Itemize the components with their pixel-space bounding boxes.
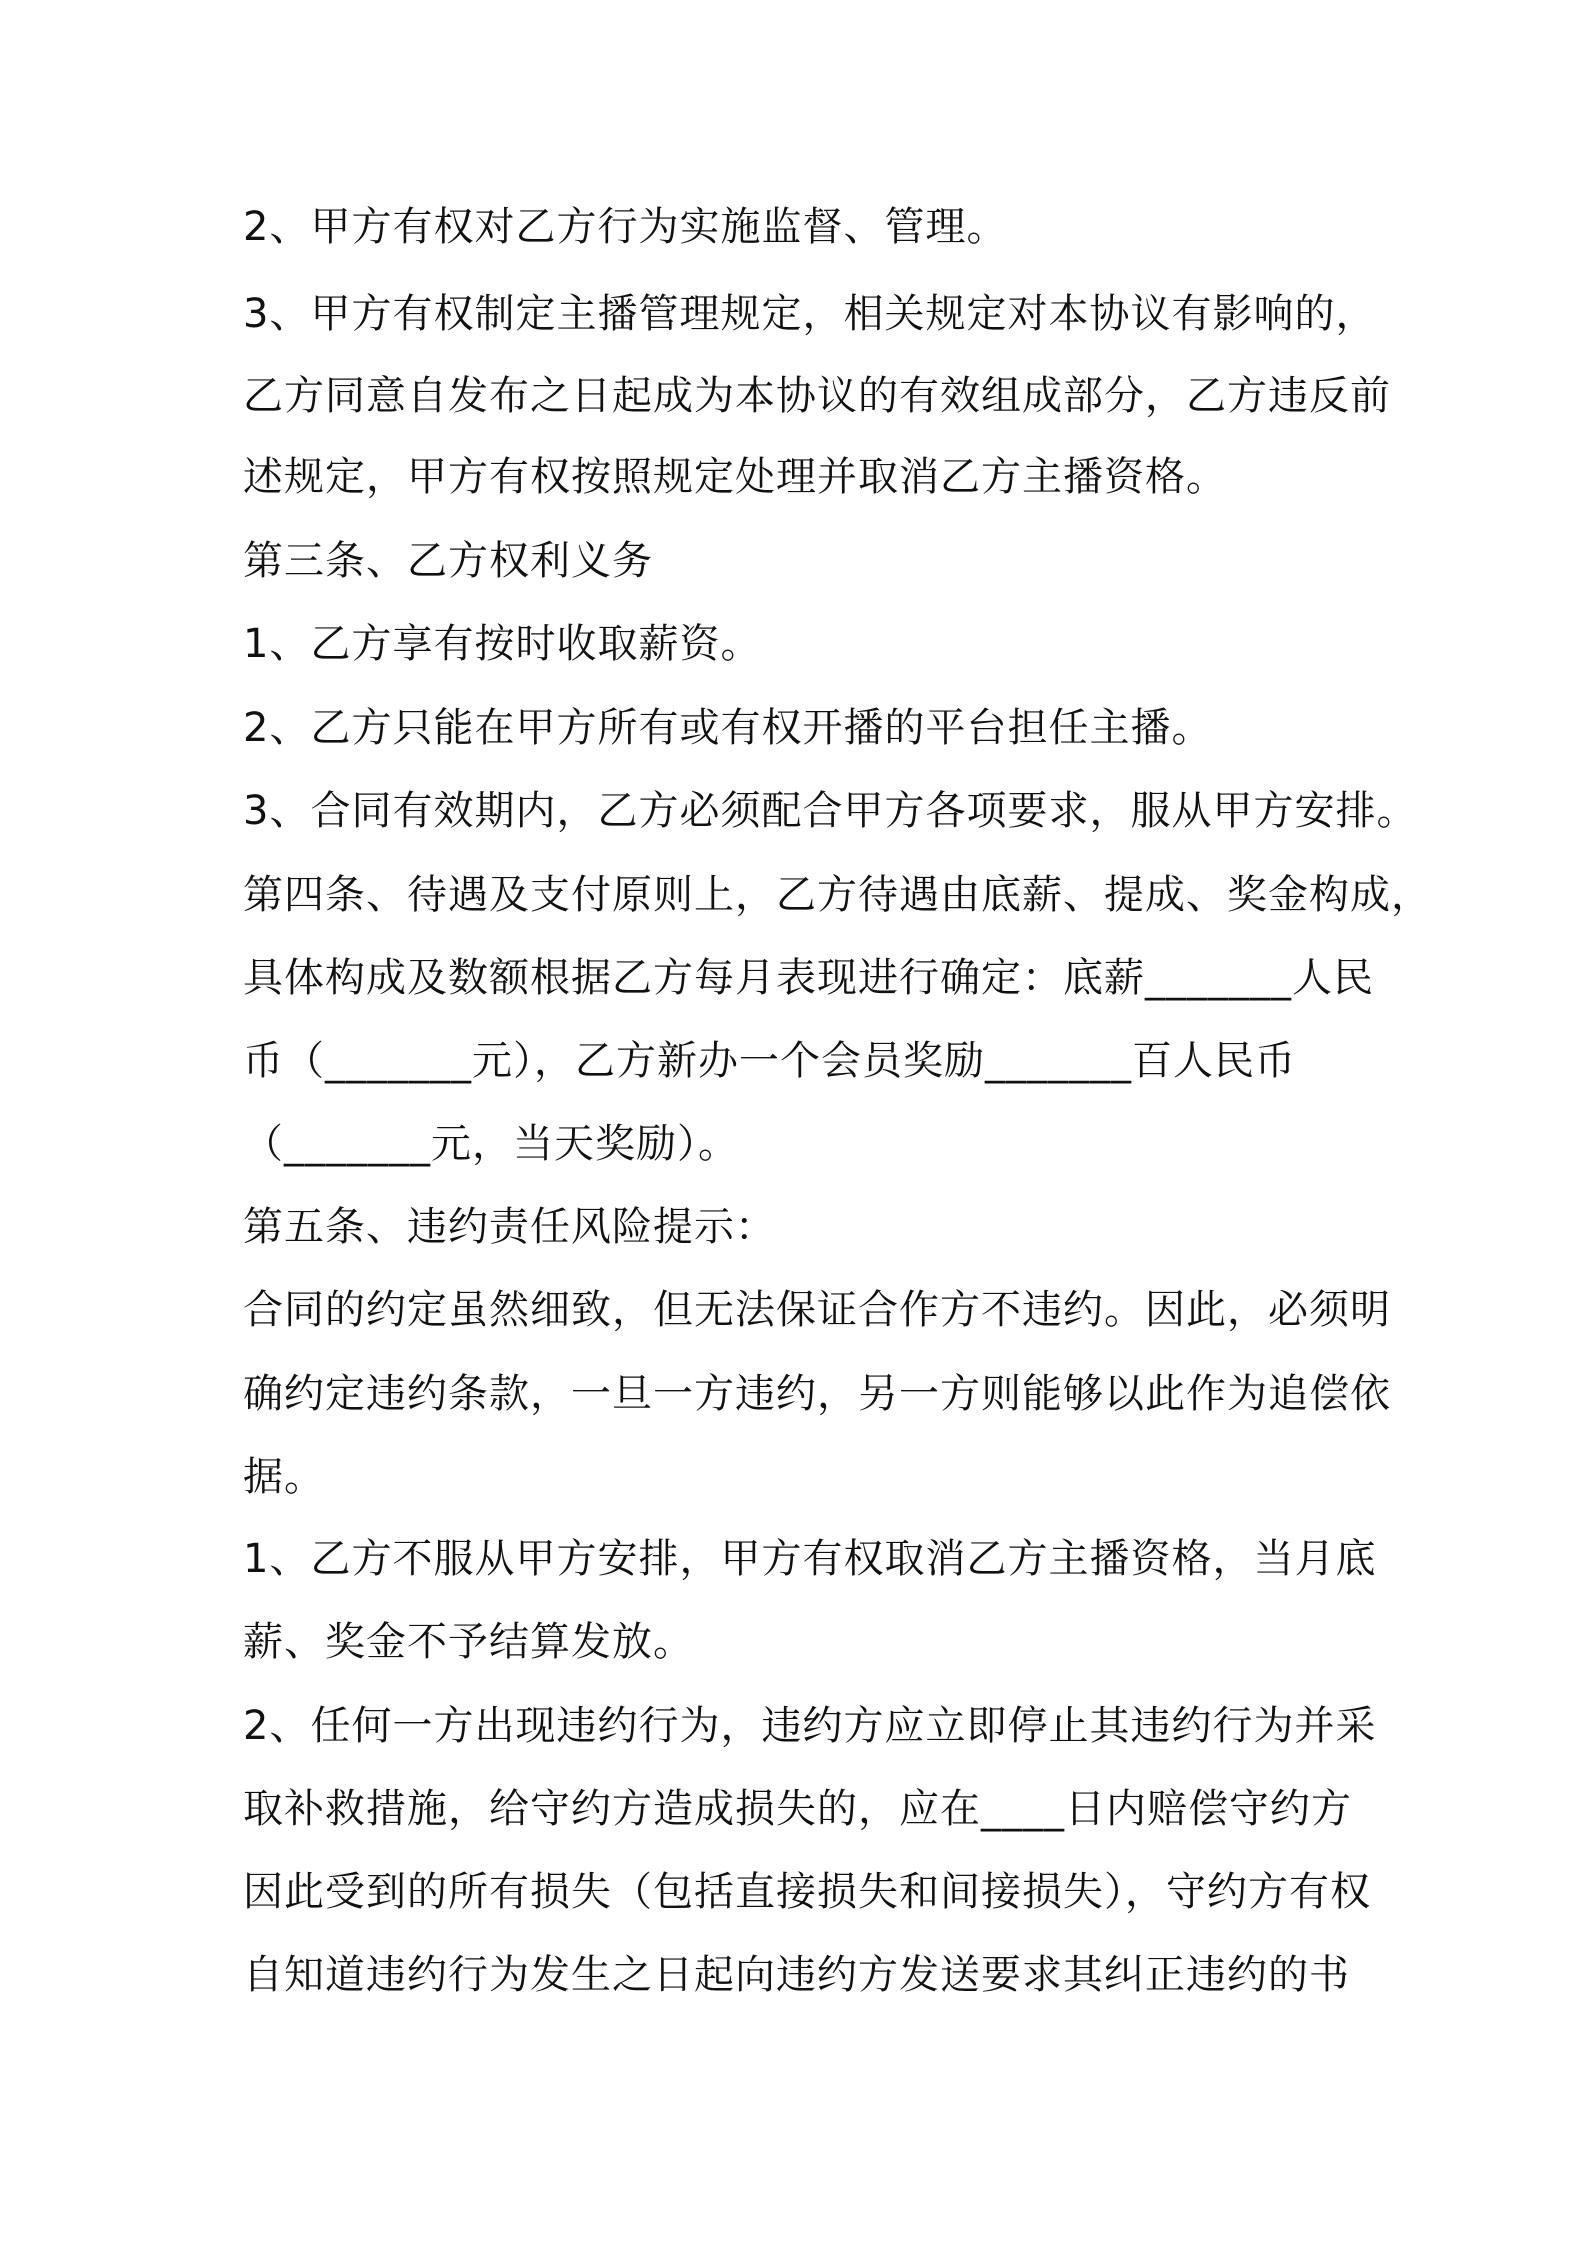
section-5-intro-line-3: 据。 <box>243 1454 325 1500</box>
section-5-intro-line-2: 确约定违约条款，一旦一方违约，另一方则能够以此作为追偿依 <box>243 1371 1391 1417</box>
clause-3-rules-line-3: 述规定，甲方有权按照规定处理并取消乙方主播资格。 <box>243 454 1227 500</box>
section-4-line-3: 币（_______元），乙方新办一个会员奖励_______百人民币 <box>243 1038 1296 1084</box>
section-5-intro-line-1: 合同的约定虽然细致，但无法保证合作方不违约。因此，必须明 <box>243 1287 1391 1333</box>
section-5-item-1-line-2: 薪、奖金不予结算发放。 <box>243 1619 694 1665</box>
section-5-item-1-line-1: 1、乙方不服从甲方安排，甲方有权取消乙方主播资格，当月底 <box>243 1536 1377 1582</box>
section-5-item-2-line-4: 自知道违约行为发生之日起向违约方发送要求其纠正违约的书 <box>243 1952 1350 1998</box>
section-3-heading: 第三条、乙方权利义务 <box>243 538 653 584</box>
section-4-line-1: 第四条、待遇及支付原则上，乙方待遇由底薪、提成、奖金构成， <box>243 872 1432 918</box>
clause-3-rules-line-2: 乙方同意自发布之日起成为本协议的有效组成部分，乙方违反前 <box>243 373 1391 419</box>
section-4-line-2: 具体构成及数额根据乙方每月表现进行确定：底薪_______人民 <box>243 955 1374 1001</box>
section-4-line-4: （_______元，当天奖励）。 <box>243 1121 739 1167</box>
section-3-item-2: 2、乙方只能在甲方所有或有权开播的平台担任主播。 <box>243 705 1213 751</box>
section-5-item-2-line-2: 取补救措施，给守约方造成损失的，应在____日内赔偿守约方 <box>243 1786 1352 1832</box>
section-3-item-3: 3、合同有效期内，乙方必须配合甲方各项要求，服从甲方安排。 <box>243 788 1418 834</box>
section-3-item-1: 1、乙方享有按时收取薪资。 <box>243 621 762 667</box>
section-5-item-2-line-1: 2、任何一方出现违约行为，违约方应立即停止其违约行为并采 <box>243 1703 1377 1749</box>
section-5-item-2-line-3: 因此受到的所有损失（包括直接损失和间接损失），守约方有权 <box>243 1869 1371 1915</box>
clause-2-supervision: 2、甲方有权对乙方行为实施监督、管理。 <box>243 204 1008 250</box>
clause-3-rules-line-1: 3、甲方有权制定主播管理规定，相关规定对本协议有影响的， <box>243 291 1377 337</box>
section-5-heading: 第五条、违约责任风险提示： <box>243 1204 776 1250</box>
